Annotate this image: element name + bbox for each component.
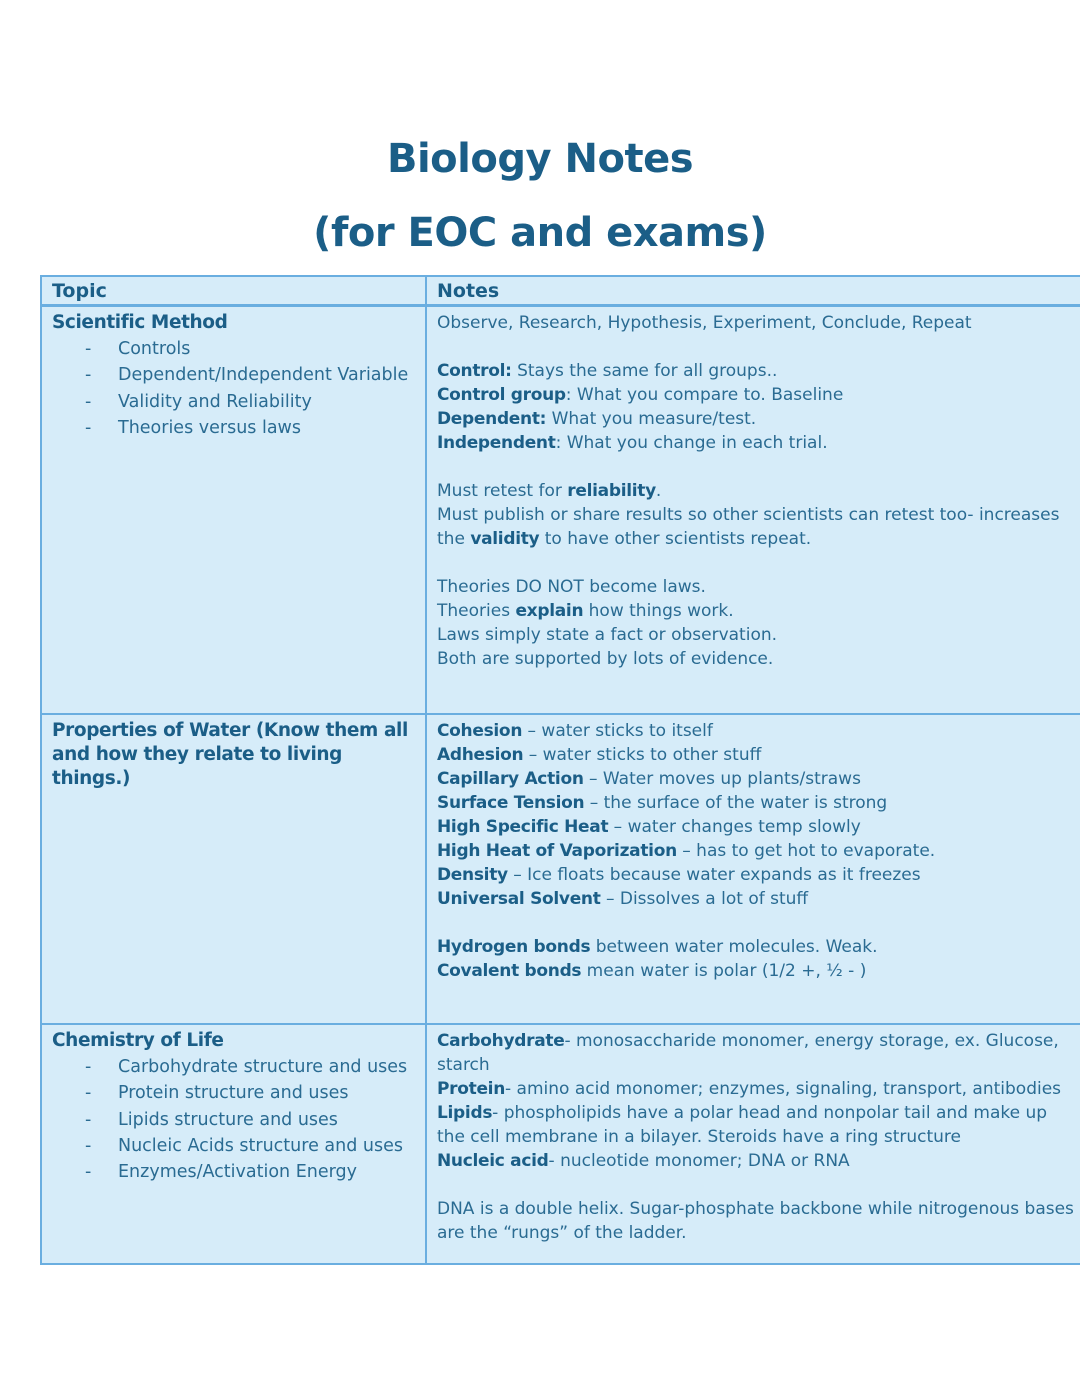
term-line: Dependent: What you measure/test. [437,409,757,429]
property-line: High Heat of Vaporization – has to get hot to evaporate. [437,841,936,861]
subtopic-item: - Lipids structure and uses [85,1109,338,1130]
molecule-line: Protein- amino acid monomer; enzymes, signaling, transport, antibodies [437,1079,1062,1099]
topic-title: Scientific Method [52,312,228,333]
molecule-line: Carbohydrate- monosaccharide monomer, energy storage, ex. Glucose, starch [437,1031,1059,1075]
property-line: Universal Solvent – Dissolves a lot of stuff [437,889,809,909]
term-line: Control: Stays the same for all groups.. [437,361,778,381]
subtopic-list [52,1054,415,1185]
property-line: Capillary Action – Water moves up plants/straws [437,769,861,789]
title-line-2: (for EOC and exams) [313,210,767,256]
property-line: Surface Tension – the surface of the water is strong [437,793,888,813]
bond-line: Hydrogen bonds between water molecules. Weak. [437,937,878,957]
topic-title: Properties of Water (Know them all and how they relate to living things.) [52,720,408,789]
notes-table [40,275,1080,1265]
validity-note: Must publish or share results so other scientists can retest too- increases the validity to have other scientists repeat. [437,505,1060,549]
molecule-line: Lipids- phospholipids have a polar head and nonpolar tail and make up the cell membrane in a bilayer. Steroids have a ring structure [437,1103,1048,1147]
subtopic-item: - Enzymes/Activation Energy [85,1162,357,1183]
term-line: Control group: What you compare to. Baseline [437,385,844,405]
table-header-row [41,276,1080,306]
topic-cell [41,306,426,715]
subtopic-item: - Carbohydrate structure and uses [85,1057,408,1077]
topic-cell [41,1024,426,1264]
notes-cell [426,714,1080,1024]
subtopic-item: - Theories versus laws [85,417,301,438]
dna-note: DNA is a double helix. Sugar-phosphate backbone while nitrogenous bases are the “rungs” of the ladder. [437,1199,1074,1243]
topic-title: Chemistry of Life [52,1030,224,1051]
bond-line: Covalent bonds mean water is polar (1/2 +, ½ - ) [437,961,867,981]
molecule-line: Nucleic acid- nucleotide monomer; DNA or RNA [437,1151,850,1171]
subtopic-item: - Controls [85,339,191,359]
subtopic-item: - Protein structure and uses [85,1083,349,1104]
subtopic-item: - Validity and Reliability [85,391,312,412]
theory-note: Theories explain how things work. [437,601,734,621]
subtopic-list [52,336,415,441]
topic-cell [41,714,426,1024]
theory-note: Theories DO NOT become laws. [437,577,706,597]
header-notes: Notes [426,276,1080,306]
theory-note: Both are supported by lots of evidence. [437,649,774,669]
subtopic-item: - Nucleic Acids structure and uses [85,1135,403,1156]
title-line-1: Biology Notes [386,136,694,182]
reliability-note: Must retest for reliability. [437,481,662,501]
property-line: High Specific Heat – water changes temp slowly [437,817,861,837]
property-line: Density – Ice floats because water expands as it freezes [437,865,921,885]
property-line: Cohesion – water sticks to itself [437,721,713,741]
table-row [41,1024,1080,1264]
page-title [0,122,1080,270]
header-topic: Topic [41,276,426,306]
method-steps: Observe, Research, Hypothesis, Experiment, Conclude, Repeat [437,313,972,333]
notes-cell [426,306,1080,715]
table-row [41,714,1080,1024]
subtopic-item: - Dependent/Independent Variable [85,365,409,386]
table-row [41,306,1080,715]
theory-note: Laws simply state a fact or observation. [437,625,778,645]
term-line: Independent: What you change in each trial. [437,433,828,453]
notes-cell [426,1024,1080,1264]
property-line: Adhesion – water sticks to other stuff [437,745,762,765]
